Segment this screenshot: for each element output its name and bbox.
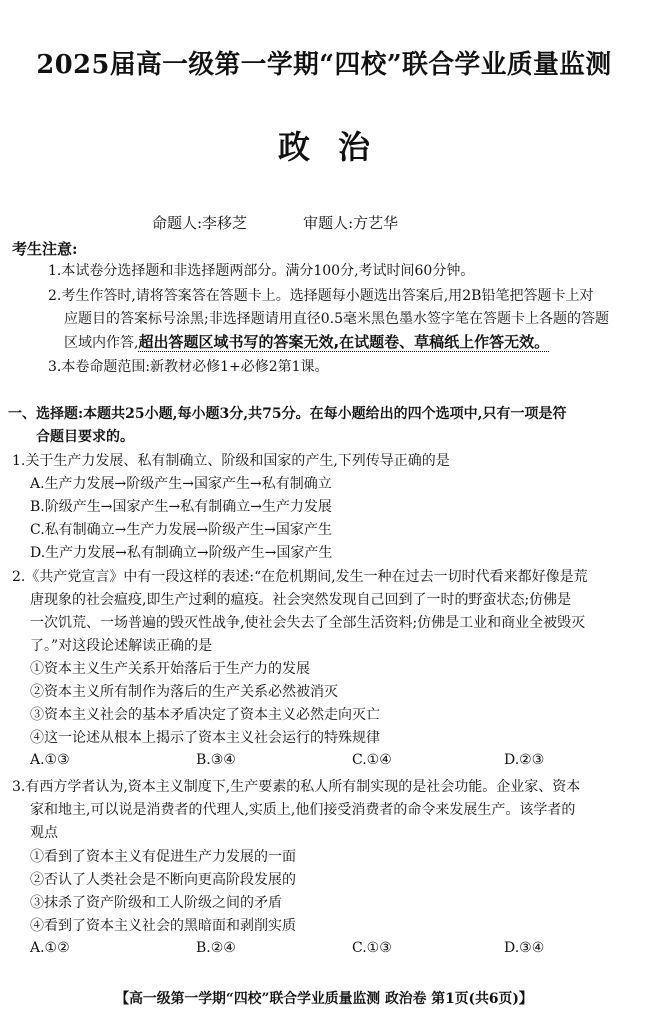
q2-option-a: A.①③ [30,752,70,768]
q3-option-d: D.③④ [504,940,545,956]
q2-option-c: C.①④ [352,752,392,768]
notice-item-3: 3.本卷命题范围:新教材必修1+必修2第1课。 [48,359,329,375]
q2-statement-2: ②资本主义所有制作为落后的生产关系必然被消灭 [30,684,338,700]
q3-statement-1: ①看到了资本主义有促进生产力发展的一面 [30,849,296,865]
notice-item-2-line-1: 2.考生作答时,请将答案答在答题卡上。选择题每小题选出答案后,用2B铅笔把答题卡上对 [48,288,594,304]
q3-statement-2: ②否认了人类社会是不断向更高阶段发展的 [30,872,296,888]
author-line [152,212,398,233]
q3-option-b: B.②④ [196,940,236,956]
q1-option-c: C.私有制确立→生产力发展→阶级产生→国家产生 [30,522,332,538]
q2-stem-line-2: 唐现象的社会瘟疫,即生产过剩的瘟疫。社会突然发现自己回到了一时的野蛮状态;仿佛是 [30,592,572,608]
q2-statement-4: ④这一论述从根本上揭示了资本主义社会运行的特殊规律 [30,730,380,746]
section-heading-line-2: 合题目要求的。 [36,429,134,445]
subject-title: 政治 [277,128,398,166]
q2-statement-3: ③资本主义社会的基本矛盾决定了资本主义必然走向灭亡 [30,707,380,723]
q3-stem-line-2: 家和地主,可以说是消费者的代理人,实质上,他们接受消费者的命令来发展生产。该学者的 [30,802,576,818]
q2-statement-1: ①资本主义生产关系开始落后于生产力的发展 [30,661,310,677]
q1-option-b: B.阶级产生→国家产生→私有制确立→生产力发展 [30,499,332,515]
q1-stem: 1.关于生产力发展、私有制确立、阶级和国家的产生,下列传导正确的是 [12,453,450,469]
q3-statement-4: ④看到了资本主义社会的黑暗面和剥削实质 [30,918,296,934]
q2-stem-line-4: 了。”对这段论述解读正确的是 [30,638,213,654]
question-author: 命题人:李移芝 [152,214,248,232]
exam-title: 2025届高一级第一学期“四校”联合学业质量监测 [36,50,612,80]
q1-option-a: A.生产力发展→阶级产生→国家产生→私有制确立 [30,476,332,492]
notice-title: 考生注意: [12,240,78,258]
notice-item-2-line-3-text: 区域内作答, [64,335,139,351]
q3-option-a: A.①② [30,940,70,956]
question-reviewer: 审题人:方艺华 [303,214,399,232]
q3-stem-line-3: 观点 [30,825,58,841]
q1-option-d: D.生产力发展→私有制确立→阶级产生→国家产生 [30,545,333,561]
page-footer: 【高一级第一学期“四校”联合学业质量监测 政治卷 第1页(共6页)】 [115,991,533,1007]
q3-statement-3: ③抹杀了资产阶级和工人阶级之间的矛盾 [30,895,282,911]
q2-option-b: B.③④ [196,752,236,768]
section-heading-line-1: 一、选择题:本题共25小题,每小题3分,共75分。在每小题给出的四个选项中,只有一项是符 [8,406,567,422]
notice-item-2-line-3 [64,331,549,354]
q2-stem-line-1: 2.《共产党宣言》中有一段这样的表述:“在危机期间,发生一种在过去一切时代看来都好像是荒 [12,569,588,585]
q2-option-d: D.②③ [504,752,545,768]
q3-stem-line-1: 3.有西方学者认为,资本主义制度下,生产要素的私人所有制实现的是社会功能。企业家、资本 [12,779,581,795]
q3-option-c: C.①③ [352,940,392,956]
notice-emphasis: 超出答题区域书写的答案无效,在试题卷、草稿纸上作答无效。 [138,333,550,351]
notice-item-1: 1.本试卷分选择题和非选择题两部分。满分100分,考试时间60分钟。 [48,263,475,279]
notice-item-2-line-2: 应题目的答案标号涂黑;非选择题请用直径0.5毫米黑色墨水签字笔在答题卡上各题的答题 [64,311,609,327]
q2-stem-line-3: 一次饥荒、一场普遍的毁灭性战争,使社会失去了全部生活资料;仿佛是工业和商业全被毁灭 [30,615,586,631]
